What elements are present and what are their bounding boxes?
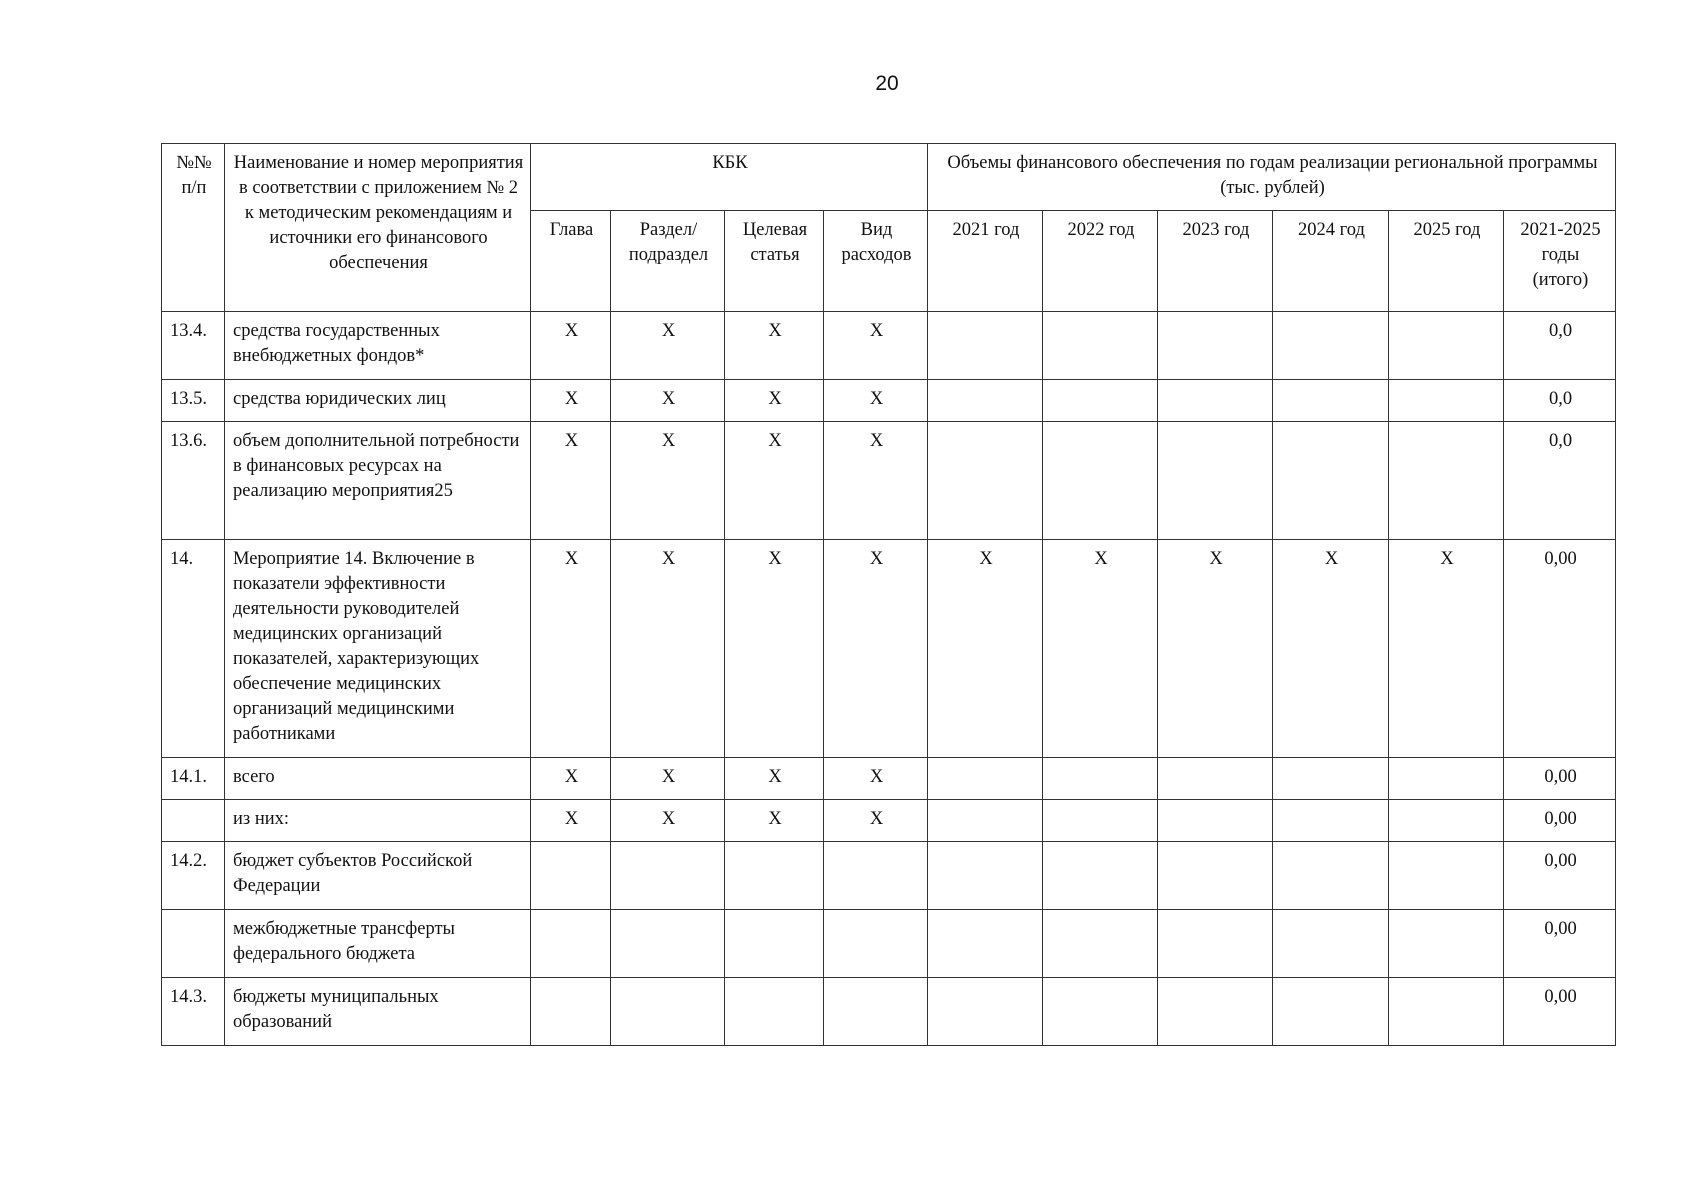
row-name: Мероприятие 14. Включение в показатели эффективности деятельности руководителей медицинских организаций показателей, характеризующих обеспечение медицинских организаций медицинскими работниками	[225, 540, 531, 758]
year-cell	[1389, 312, 1504, 380]
total-cell: 0,0	[1504, 422, 1616, 540]
year-cell	[1389, 978, 1504, 1046]
year-cell: Х	[1043, 540, 1158, 758]
kbk-cell: Х	[824, 422, 928, 540]
year-cell	[928, 758, 1043, 800]
kbk-cell: Х	[531, 312, 611, 380]
kbk-cell: Х	[824, 380, 928, 422]
year-cell	[1158, 800, 1273, 842]
header-kbk-col: Глава	[531, 211, 611, 312]
kbk-cell: Х	[531, 380, 611, 422]
kbk-cell: Х	[824, 540, 928, 758]
kbk-cell: Х	[611, 540, 725, 758]
year-cell	[928, 380, 1043, 422]
row-name: бюджет субъектов Российской Федерации	[225, 842, 531, 910]
year-cell: Х	[928, 540, 1043, 758]
kbk-cell: Х	[725, 422, 824, 540]
header-year-col: 2021 год	[928, 211, 1043, 312]
kbk-cell: Х	[531, 758, 611, 800]
kbk-cell	[824, 842, 928, 910]
kbk-cell	[531, 842, 611, 910]
kbk-cell: Х	[725, 312, 824, 380]
year-cell	[1273, 842, 1389, 910]
total-cell: 0,00	[1504, 910, 1616, 978]
kbk-cell	[611, 978, 725, 1046]
year-cell	[1158, 380, 1273, 422]
row-number: 13.6.	[162, 422, 225, 540]
year-cell	[1389, 842, 1504, 910]
row-name: объем дополнительной потребности в финансовых ресурсах на реализацию мероприятия25	[225, 422, 531, 540]
row-number: 14.	[162, 540, 225, 758]
header-kbk: КБК	[531, 144, 928, 211]
table-row	[162, 540, 1616, 758]
year-cell	[1158, 422, 1273, 540]
year-cell	[1043, 910, 1158, 978]
kbk-cell	[611, 910, 725, 978]
total-cell: 0,0	[1504, 380, 1616, 422]
kbk-cell	[611, 842, 725, 910]
year-cell	[928, 910, 1043, 978]
table-row	[162, 800, 1616, 842]
kbk-cell	[824, 978, 928, 1046]
year-cell	[1389, 422, 1504, 540]
row-number: 14.3.	[162, 978, 225, 1046]
kbk-cell: Х	[611, 380, 725, 422]
total-cell: 0,00	[1504, 842, 1616, 910]
row-number	[162, 910, 225, 978]
row-name: из них:	[225, 800, 531, 842]
total-cell: 0,00	[1504, 758, 1616, 800]
year-cell	[928, 842, 1043, 910]
total-cell: 0,00	[1504, 540, 1616, 758]
kbk-cell: Х	[725, 380, 824, 422]
row-number: 14.1.	[162, 758, 225, 800]
header-kbk-col: Целевая статья	[725, 211, 824, 312]
kbk-cell: Х	[824, 800, 928, 842]
year-cell	[1043, 800, 1158, 842]
row-number: 14.2.	[162, 842, 225, 910]
header-kbk-col: Вид расходов	[824, 211, 928, 312]
year-cell	[1273, 800, 1389, 842]
year-cell	[928, 978, 1043, 1046]
row-number: 13.4.	[162, 312, 225, 380]
row-name: всего	[225, 758, 531, 800]
year-cell: Х	[1158, 540, 1273, 758]
kbk-cell: Х	[824, 758, 928, 800]
header-year-col: 2025 год	[1389, 211, 1504, 312]
kbk-cell: Х	[531, 540, 611, 758]
header-num: №№ п/п	[162, 144, 225, 312]
year-cell	[1043, 312, 1158, 380]
year-cell	[1273, 910, 1389, 978]
kbk-cell: Х	[611, 422, 725, 540]
year-cell	[1043, 380, 1158, 422]
year-cell	[1158, 978, 1273, 1046]
header-volumes: Объемы финансового обеспечения по годам реализации региональной программы (тыс. рублей)	[928, 144, 1616, 211]
year-cell	[928, 800, 1043, 842]
kbk-cell: Х	[611, 312, 725, 380]
header-year-col: 2021-2025 годы (итого)	[1504, 211, 1616, 312]
year-cell	[1389, 800, 1504, 842]
kbk-cell	[725, 978, 824, 1046]
year-cell	[1389, 758, 1504, 800]
kbk-cell: Х	[725, 540, 824, 758]
kbk-cell: Х	[824, 312, 928, 380]
year-cell: Х	[1273, 540, 1389, 758]
table-row	[162, 978, 1616, 1046]
year-cell: Х	[1389, 540, 1504, 758]
kbk-cell: Х	[725, 758, 824, 800]
total-cell: 0,00	[1504, 800, 1616, 842]
year-cell	[1273, 380, 1389, 422]
row-name: средства юридических лиц	[225, 380, 531, 422]
kbk-cell: Х	[611, 758, 725, 800]
year-cell	[1273, 312, 1389, 380]
page-number: 20	[875, 72, 899, 95]
row-name: межбюджетные трансферты федерального бюджета	[225, 910, 531, 978]
table-row	[162, 758, 1616, 800]
kbk-cell: Х	[611, 800, 725, 842]
kbk-cell: Х	[531, 422, 611, 540]
year-cell	[1158, 312, 1273, 380]
year-cell	[1043, 842, 1158, 910]
year-cell	[1389, 380, 1504, 422]
year-cell	[1158, 910, 1273, 978]
row-name: бюджеты муниципальных образований	[225, 978, 531, 1046]
header-kbk-col: Раздел/ подраздел	[611, 211, 725, 312]
header-name: Наименование и номер мероприятия в соответствии с приложением № 2 к методическим рекомендациям и источники его финансового обеспечения	[225, 144, 531, 312]
table-row	[162, 380, 1616, 422]
year-cell	[1043, 758, 1158, 800]
kbk-cell	[531, 978, 611, 1046]
year-cell	[1389, 910, 1504, 978]
year-cell	[1158, 758, 1273, 800]
kbk-cell	[824, 910, 928, 978]
year-cell	[928, 312, 1043, 380]
table-row	[162, 422, 1616, 540]
header-year-col: 2024 год	[1273, 211, 1389, 312]
kbk-cell	[725, 842, 824, 910]
year-cell	[1043, 978, 1158, 1046]
year-cell	[1158, 842, 1273, 910]
row-name: средства государственных внебюджетных фондов*	[225, 312, 531, 380]
total-cell: 0,0	[1504, 312, 1616, 380]
header-year-col: 2023 год	[1158, 211, 1273, 312]
row-number	[162, 800, 225, 842]
year-cell	[1273, 422, 1389, 540]
financing-table	[161, 143, 1616, 1046]
kbk-cell: Х	[725, 800, 824, 842]
total-cell: 0,00	[1504, 978, 1616, 1046]
table-row	[162, 312, 1616, 380]
header-year-col: 2022 год	[1043, 211, 1158, 312]
kbk-cell	[531, 910, 611, 978]
table-row	[162, 842, 1616, 910]
year-cell	[1043, 422, 1158, 540]
year-cell	[928, 422, 1043, 540]
kbk-cell	[725, 910, 824, 978]
table-row	[162, 910, 1616, 978]
year-cell	[1273, 758, 1389, 800]
year-cell	[1273, 978, 1389, 1046]
row-number: 13.5.	[162, 380, 225, 422]
kbk-cell: Х	[531, 800, 611, 842]
